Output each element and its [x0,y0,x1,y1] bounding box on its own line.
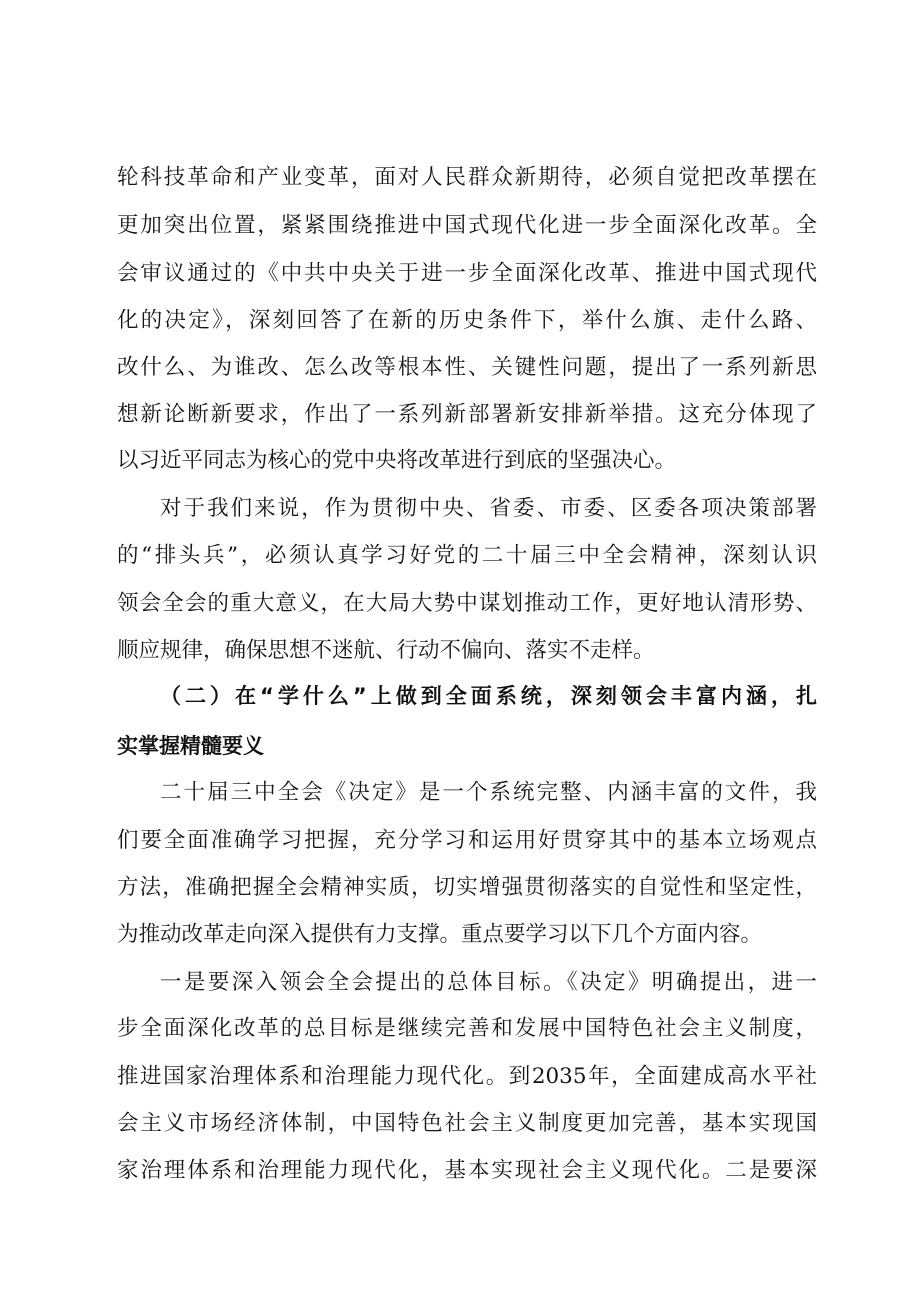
text-line: 领会全会的重大意义，在大局大势中谋划推动工作，更好地认清形势、 [117,591,817,616]
text-line: 化的决定》，深刻回答了在新的历史条件下，举什么旗、走什么路、 [117,308,817,333]
text-line: 改什么、为谁改、怎么改等根本性、关键性问题，提出了一系列新思 [117,355,817,380]
heading-line: （二）在“学什么”上做到全面系统，深刻领会丰富内涵，扎 [160,684,817,708]
text-line: 方法，准确把握全会精神实质，切实增强贯彻落实的自觉性和坚定性， [117,875,817,900]
text-line: 步全面深化改革的总目标是继续完善和发展中国特色社会主义制度， [117,1016,817,1041]
text-line: 对于我们来说，作为贯彻中央、省委、市委、区委各项决策部署 [160,496,817,521]
text-line: 以习近平同志为核心的党中央将改革进行到底的坚强决心。 [117,448,677,473]
text-line: 想新论断新要求，作出了一系列新部署新安排新举措。这充分体现了 [117,402,817,427]
heading-line: 实掌握精髓要义 [117,734,264,758]
text-line: 顺应规律，确保思想不迷航、行动不偏向、落实不走样。 [117,638,655,663]
text-line: 的“排头兵”，必须认真学习好党的二十届三中全会精神，深刻认识 [117,543,817,568]
text-line: 为推动改革走向深入提供有力支撑。重点要学习以下几个方面内容。 [117,922,763,947]
text-line: 一是要深入领会全会提出的总体目标。《决定》明确提出，进一 [160,970,817,995]
text-line: 更加突出位置，紧紧围绕推进中国式现代化进一步全面深化改革。全 [117,213,817,238]
text-line: 家治理体系和治理能力现代化，基本实现社会主义现代化。二是要深 [117,1158,817,1183]
text-line: 推进国家治理体系和治理能力现代化。到2035年，全面建成高水平社 [117,1064,817,1089]
text-line: 会主义市场经济体制，中国特色社会主义制度更加完善，基本实现国 [117,1111,817,1136]
text-line: 们要全面准确学习把握，充分学习和运用好贯穿其中的基本立场观点 [117,828,817,853]
text-line: 轮科技革命和产业变革，面对人民群众新期待，必须自觉把改革摆在 [117,165,817,190]
text-line: 会审议通过的《中共中央关于进一步全面深化改革、推进中国式现代 [117,261,817,286]
text-line: 二十届三中全会《决定》是一个系统完整、内涵丰富的文件，我 [160,780,817,805]
